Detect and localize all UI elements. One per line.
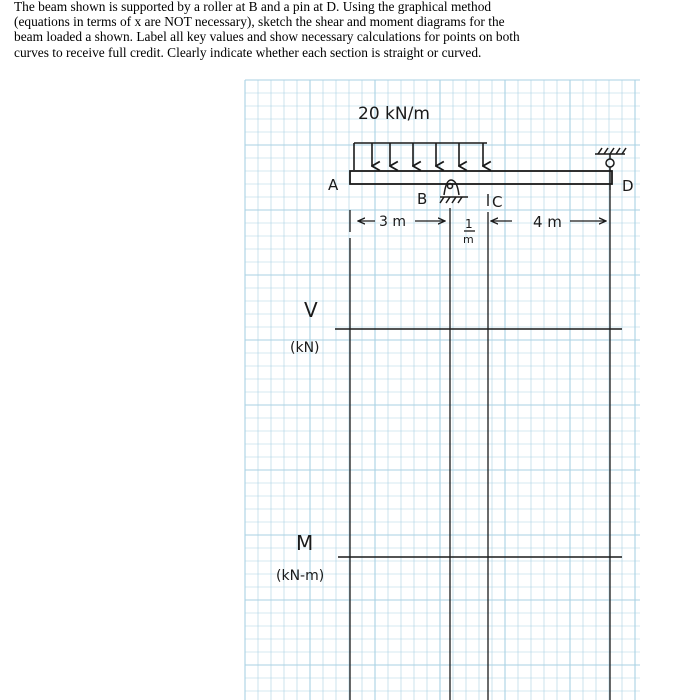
dim-bc-number: 1 (465, 217, 473, 231)
shear-symbol: V (304, 298, 318, 322)
point-d-label: D (622, 177, 634, 195)
shear-unit: (kN) (290, 340, 320, 356)
point-c-label: C (492, 193, 503, 211)
load-label: 20 kN/m (358, 104, 430, 124)
beam-body (350, 171, 612, 184)
moment-unit: (kN-m) (276, 568, 325, 584)
problem-line: curves to receive full credit. Clearly indicate whether each section is straight or curved. (14, 44, 482, 60)
vertical-guide-lines (350, 190, 610, 700)
dim-cd-label: 4 m (533, 213, 562, 231)
distributed-load (354, 143, 487, 170)
point-a-label: A (328, 176, 339, 194)
moment-symbol: M (296, 531, 314, 555)
problem-line: beam loaded a shown. Label all key values and show necessary calculations for points on both (14, 29, 520, 45)
problem-line: (equations in terms of x are NOT necessary), sketch the shear and moment diagrams for the (14, 14, 505, 30)
point-b-label: B (417, 190, 428, 208)
dim-bc-unit: m (463, 233, 474, 246)
graph-paper-grid (245, 80, 640, 700)
problem-line: The beam shown is supported by a roller at B and a pin at D. Using the graphical method (14, 0, 492, 14)
dim-ab-label: 3 m (379, 214, 406, 230)
